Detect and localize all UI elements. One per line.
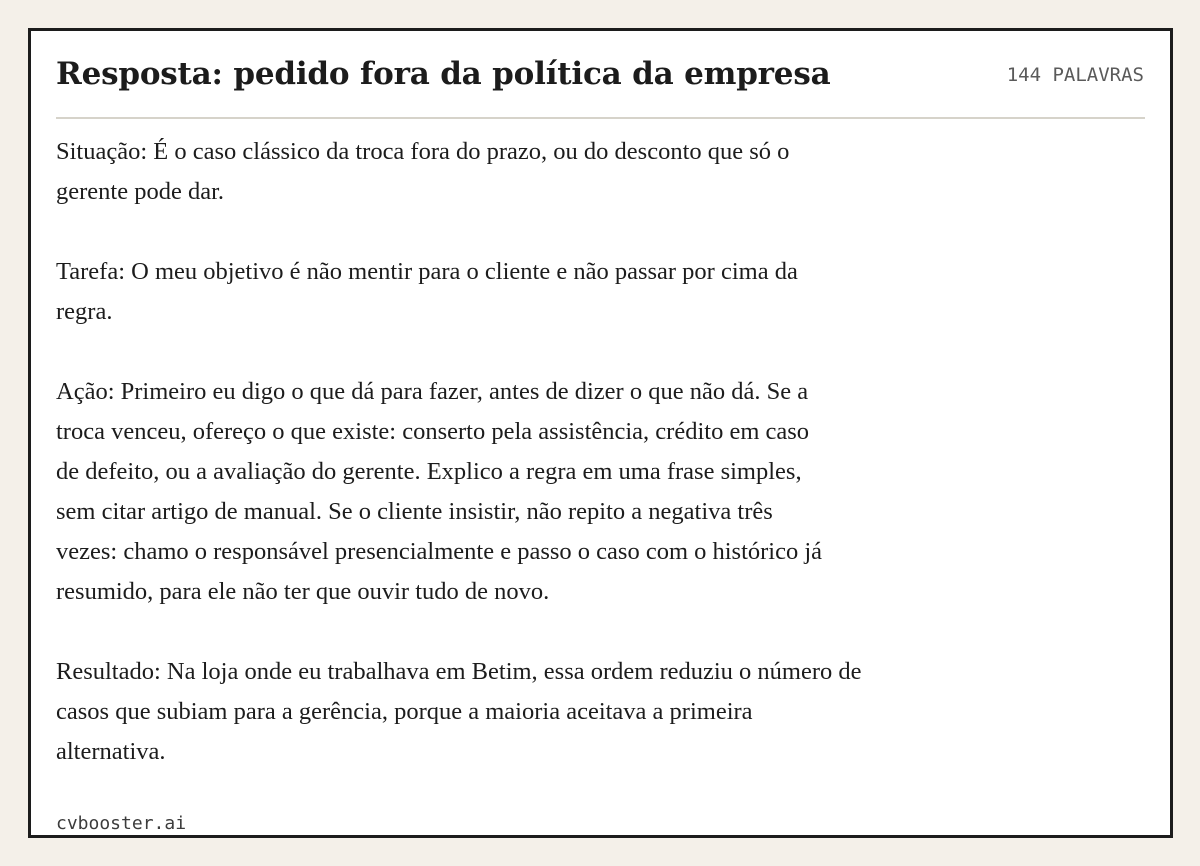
title-divider [56, 117, 1145, 119]
task-paragraph [56, 252, 1056, 332]
result-line: alternativa. [56, 738, 166, 765]
situation-line: Situação: É o caso clássico da troca fora do prazo, ou do desconto que só o [56, 138, 790, 165]
action-line: Ação: Primeiro eu digo o que dá para fazer, antes de dizer o que não dá. Se a [56, 378, 809, 405]
word-count-label: 144 PALAVRAS [1006, 64, 1144, 86]
action-line: vezes: chamo o responsável presencialmente e passo o caso com o histórico já [56, 538, 823, 565]
situation-line: gerente pode dar. [56, 178, 225, 205]
task-line: regra. [56, 298, 113, 325]
result-line: Resultado: Na loja onde eu trabalhava em Betim, essa ordem reduziu o número de [56, 658, 862, 685]
action-paragraph [56, 372, 1056, 612]
task-line: Tarefa: O meu objetivo é não mentir para o cliente e não passar por cima da [56, 258, 798, 285]
action-line: sem citar artigo de manual. Se o cliente insistir, não repito a negativa três [56, 498, 773, 525]
situation-paragraph [56, 132, 1056, 212]
result-line: casos que subiam para a gerência, porque a maioria aceitava a primeira [56, 698, 753, 725]
action-line: de defeito, ou a avaliação do gerente. Explico a regra em uma frase simples, [56, 458, 802, 485]
answer-body [56, 132, 1056, 772]
answer-card [28, 28, 1173, 838]
result-paragraph [56, 652, 1056, 772]
brand-watermark: cvbooster.ai [56, 813, 187, 834]
action-line: troca venceu, ofereço o que existe: conserto pela assistência, crédito em caso [56, 418, 810, 445]
action-line: resumido, para ele não ter que ouvir tudo de novo. [56, 578, 550, 605]
answer-title: Resposta: pedido fora da política da empresa [56, 56, 831, 92]
